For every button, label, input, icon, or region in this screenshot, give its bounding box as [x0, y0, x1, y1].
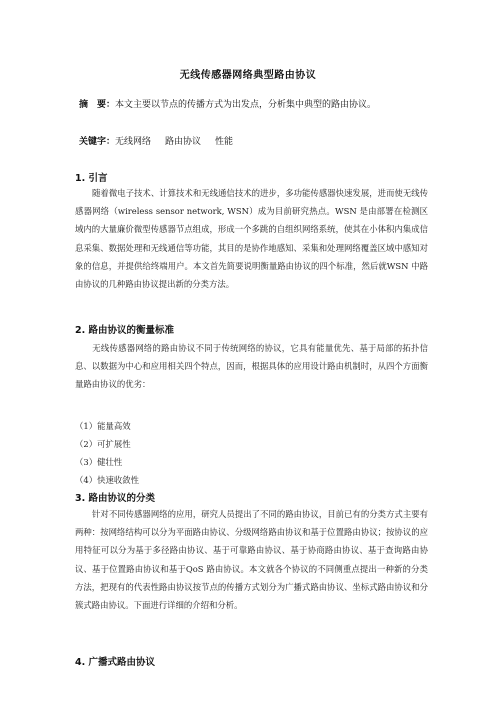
list-item: （2）可扩展性: [75, 439, 131, 449]
paragraph-text: 随着微电子技术、计算技术和无线通信技术的进步，多功能传感器快速发展，进而使无线传感器网络（wireless sensor network, WSN）成为目前研究热点。WSN 是由部署在检测区域内的大量廉价微型传感器节点组成，形成一个多跳的自组织网络系统，使其在小体积内集成信息采集、数据处理和无线通信等功能，其目的是协作地感知、采集和处理网络覆盖区域中感知对象的信息，并提供给终端用户。本文首先简要说明衡量路由协议的四个标准，然后就WSN 中路由协议的几种路由协议提出新的分类方法。: [75, 188, 428, 290]
section-heading-criteria: 2. 路由协议的衡量标准: [75, 325, 175, 336]
keyword: 路由协议: [165, 137, 202, 147]
keyword: 性能: [215, 137, 234, 147]
paragraph-text: 无线传感器网络的路由协议不同于传统网络的协议，它具有能量优先、基于局部的拓扑信息、以数据为中心和应用相关四个特点，因而，根据具体的应用设计路由机制时，从四个方面衡量路由协议的优劣：: [75, 343, 428, 390]
keywords-label: 关键字：: [79, 137, 116, 147]
abstract-text: 本文主要以节点的传播方式为出发点，分析集中典型的路由协议。: [115, 100, 377, 110]
section-paragraph-classification: [75, 505, 428, 614]
document-title: 无线传感器网络典型路由协议: [179, 70, 317, 81]
abstract-label: 摘 要：: [79, 100, 116, 110]
section-heading-introduction: 1. 引言: [75, 173, 108, 184]
section-heading-classification: 3. 路由协议的分类: [75, 493, 156, 504]
keywords: [79, 136, 247, 149]
section-heading-broadcast: 4. 广播式路由协议: [75, 657, 156, 668]
list-item: （4）快速收敛性: [75, 475, 139, 485]
list-item: （3）健壮性: [75, 457, 123, 467]
section-paragraph-introduction: [75, 184, 428, 293]
keyword: 无线网络: [115, 137, 152, 147]
list-item: （1）能量高效: [75, 421, 131, 431]
abstract: [79, 99, 376, 112]
section-paragraph-criteria: [75, 339, 428, 394]
paragraph-text: 针对不同传感器网络的应用，研究人员提出了不同的路由协议，目前已有的分类方式主要有两种：按网络结构可以分为平面路由协议、分级网络路由协议和基于位置路由协议；按协议的应用特征可以分为基于多径路由协议、基于可靠路由协议、基于协商路由协议、基于查询路由协议、基于位置路由协议和基于QoS 路由协议。本文就各个协议的不同侧重点提出一种新的分类方法，把现有的代表性路由协议按节点的传播方式划分为广播式路由协议、坐标式路由协议和分簇式路由协议。下面进行详细的介绍和分析。: [75, 509, 428, 611]
